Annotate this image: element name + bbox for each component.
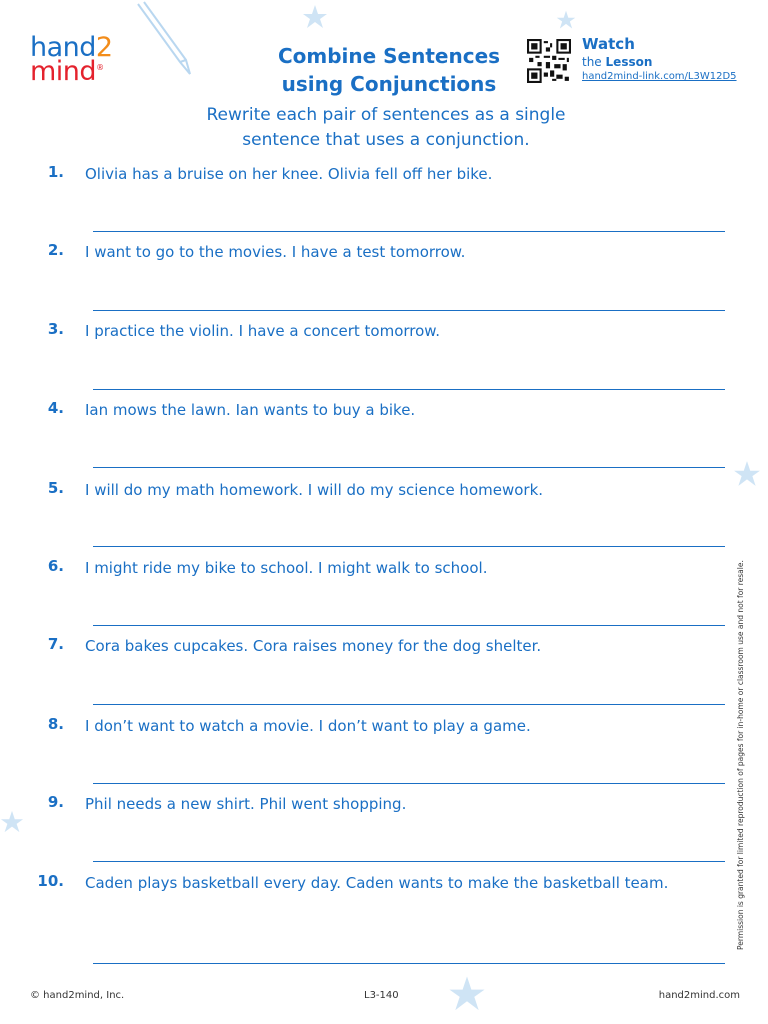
- title-line-1: Combine Sentences: [277, 44, 501, 68]
- question-number: 9.: [47, 793, 64, 811]
- instructions-line-1: Rewrite each pair of sentences as a single: [206, 105, 566, 125]
- answer-line[interactable]: [93, 310, 725, 311]
- question-text: Olivia has a bruise on her knee. Olivia fell off her bike.: [85, 165, 493, 183]
- answer-line[interactable]: [93, 861, 725, 862]
- question-number: 10.: [37, 872, 64, 890]
- decorative-star-icon: [0, 810, 24, 834]
- answer-line[interactable]: [93, 231, 725, 232]
- footer-page-code: L3-140: [364, 990, 399, 1001]
- watch-lesson-block: [582, 34, 737, 84]
- question-number: 6.: [47, 557, 64, 575]
- page-title: [260, 42, 518, 98]
- answer-line[interactable]: [93, 389, 725, 390]
- question-text: I might ride my bike to school. I might walk to school.: [85, 559, 488, 577]
- decorative-star-icon: [733, 460, 761, 488]
- question-text: Ian mows the lawn. Ian wants to buy a bike.: [85, 401, 416, 419]
- permission-note: Permission is granted for limited reproduction of pages for in-home or classroom use and not for resale.: [736, 560, 745, 950]
- answer-line[interactable]: [93, 467, 725, 468]
- question-text: I practice the violin. I have a concert tomorrow.: [85, 322, 440, 340]
- answer-line[interactable]: [93, 704, 725, 705]
- question-number: 7.: [47, 635, 64, 653]
- decorative-star-icon: [302, 4, 328, 30]
- question-text: I want to go to the movies. I have a test tomorrow.: [85, 243, 466, 261]
- footer-copyright: © hand2mind, Inc.: [30, 990, 125, 1001]
- hand2mind-logo: hand2 mind®: [30, 32, 113, 88]
- question-number: 3.: [47, 320, 64, 338]
- question-number: 1.: [47, 163, 64, 181]
- question-number: 2.: [47, 241, 64, 259]
- question-text: I will do my math homework. I will do my science homework.: [85, 481, 544, 499]
- decorative-star-icon: [448, 975, 486, 1013]
- question-text: I don’t want to watch a movie. I don’t want to play a game.: [85, 717, 531, 735]
- decorative-star-icon: [556, 10, 576, 30]
- answer-line[interactable]: [93, 625, 725, 626]
- answer-line[interactable]: [93, 783, 725, 784]
- question-text: Phil needs a new shirt. Phil went shopping.: [85, 795, 407, 813]
- question-number: 5.: [47, 479, 64, 497]
- answer-line[interactable]: [93, 963, 725, 964]
- decorative-pencil-icon: [130, 0, 200, 80]
- footer-site[interactable]: hand2mind.com: [658, 990, 740, 1001]
- instructions-line-2: sentence that uses a conjunction.: [242, 130, 530, 150]
- question-number: 8.: [47, 715, 64, 733]
- question-text: Cora bakes cupcakes. Cora raises money for the dog shelter.: [85, 637, 542, 655]
- answer-line[interactable]: [93, 546, 725, 547]
- instructions: [150, 103, 622, 153]
- watch-label: Watch: [582, 35, 635, 53]
- question-text: Caden plays basketball every day. Caden wants to make the basketball team.: [85, 874, 669, 892]
- lesson-link[interactable]: hand2mind-link.com/L3W12D5: [582, 71, 737, 82]
- lesson-label: the Lesson: [582, 55, 653, 69]
- qr-code-icon[interactable]: [527, 39, 571, 83]
- title-line-2: using Conjunctions: [281, 72, 497, 96]
- question-number: 4.: [47, 399, 64, 417]
